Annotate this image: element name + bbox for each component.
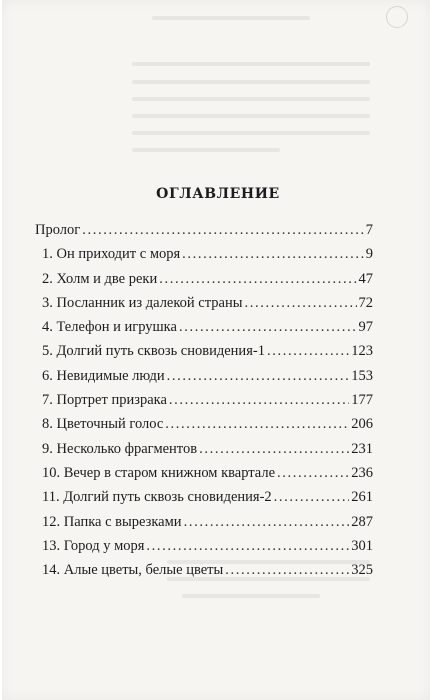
toc-dot-leader	[179, 319, 357, 336]
toc-entry	[35, 222, 373, 246]
watermark-stamp	[386, 6, 408, 28]
bleed-through-line	[132, 62, 370, 66]
toc-entry	[35, 489, 373, 513]
bleed-through-line	[152, 16, 310, 20]
bleed-through-line	[132, 131, 370, 135]
toc-entry-page: 301	[351, 537, 373, 554]
toc-entry	[35, 465, 373, 489]
toc-dot-leader	[159, 271, 356, 288]
toc-dot-leader	[267, 343, 349, 360]
toc-entry-label: 8. Цветочный голос	[42, 416, 164, 433]
toc-entry	[35, 295, 373, 319]
toc-entry	[35, 319, 373, 343]
bleed-through-line	[132, 80, 370, 84]
toc-entry	[35, 441, 373, 465]
toc-entry-label: 3. Посланник из далекой страны	[42, 294, 243, 311]
toc-entry-page: 72	[358, 294, 373, 311]
toc-title: ОГЛАВЛЕНИЕ	[156, 186, 280, 202]
bleed-through-line	[132, 148, 280, 152]
toc-entry-label: 9. Несколько фрагментов	[42, 440, 198, 457]
toc-entry-label: Пролог	[35, 222, 81, 238]
toc-entry-page: 153	[351, 367, 373, 384]
toc-dot-leader	[146, 538, 349, 555]
toc-entry-page: 97	[358, 319, 373, 336]
toc-dot-leader	[225, 562, 349, 579]
toc-entry-page: 9	[365, 246, 373, 263]
toc-dot-leader	[277, 465, 349, 482]
bleed-through-line	[132, 97, 370, 101]
toc-dot-leader	[184, 514, 350, 531]
toc-entry-page: 287	[351, 513, 373, 530]
toc-entry-label: 4. Телефон и игрушка	[42, 319, 177, 336]
toc-entry-page: 47	[358, 270, 373, 287]
toc-entry-page: 236	[351, 464, 373, 481]
toc-entry	[35, 246, 373, 270]
toc-entry-label: 7. Портрет призрака	[42, 392, 167, 409]
bleed-through-line	[182, 594, 320, 598]
toc-entry	[35, 271, 373, 295]
toc-dot-leader	[169, 392, 349, 409]
toc-entry	[35, 538, 373, 562]
toc-entry-page: 123	[351, 343, 373, 360]
bleed-through-line	[132, 114, 370, 118]
toc-entry-label: 13. Город у моря	[42, 537, 145, 554]
toc-list	[35, 222, 373, 586]
toc-entry-label: 5. Долгий путь сквозь сновидения-1	[42, 343, 265, 360]
toc-entry-label: 1. Он приходит с моря	[42, 246, 181, 263]
toc-dot-leader	[182, 246, 364, 263]
toc-entry	[35, 514, 373, 538]
toc-entry-page: 7	[365, 222, 373, 238]
toc-entry-page: 231	[351, 440, 373, 457]
toc-entry-label: 10. Вечер в старом книжном квартале	[42, 464, 276, 481]
toc-entry-label: 12. Папка с вырезками	[42, 513, 182, 530]
toc-entry-page: 206	[351, 416, 373, 433]
toc-entry-page: 325	[351, 562, 373, 579]
toc-entry-label: 2. Холм и две реки	[42, 270, 158, 287]
toc-entry	[35, 368, 373, 392]
book-page	[2, 0, 430, 700]
toc-dot-leader	[199, 441, 349, 458]
toc-entry-label: 6. Невидимые люди	[42, 367, 165, 384]
toc-dot-leader	[167, 368, 350, 385]
toc-entry-label: 14. Алые цветы, белые цветы	[42, 562, 224, 579]
toc-entry	[35, 562, 373, 586]
toc-dot-leader	[82, 222, 364, 239]
toc-entry-page: 261	[351, 489, 373, 506]
toc-dot-leader	[165, 416, 349, 433]
toc-entry-label: 11. Долгий путь сквозь сновидения-2	[42, 489, 272, 506]
toc-dot-leader	[274, 489, 350, 506]
toc-entry	[35, 343, 373, 367]
toc-dot-leader	[244, 295, 356, 312]
toc-entry-page: 177	[351, 392, 373, 409]
toc-entry	[35, 416, 373, 440]
toc-entry	[35, 392, 373, 416]
